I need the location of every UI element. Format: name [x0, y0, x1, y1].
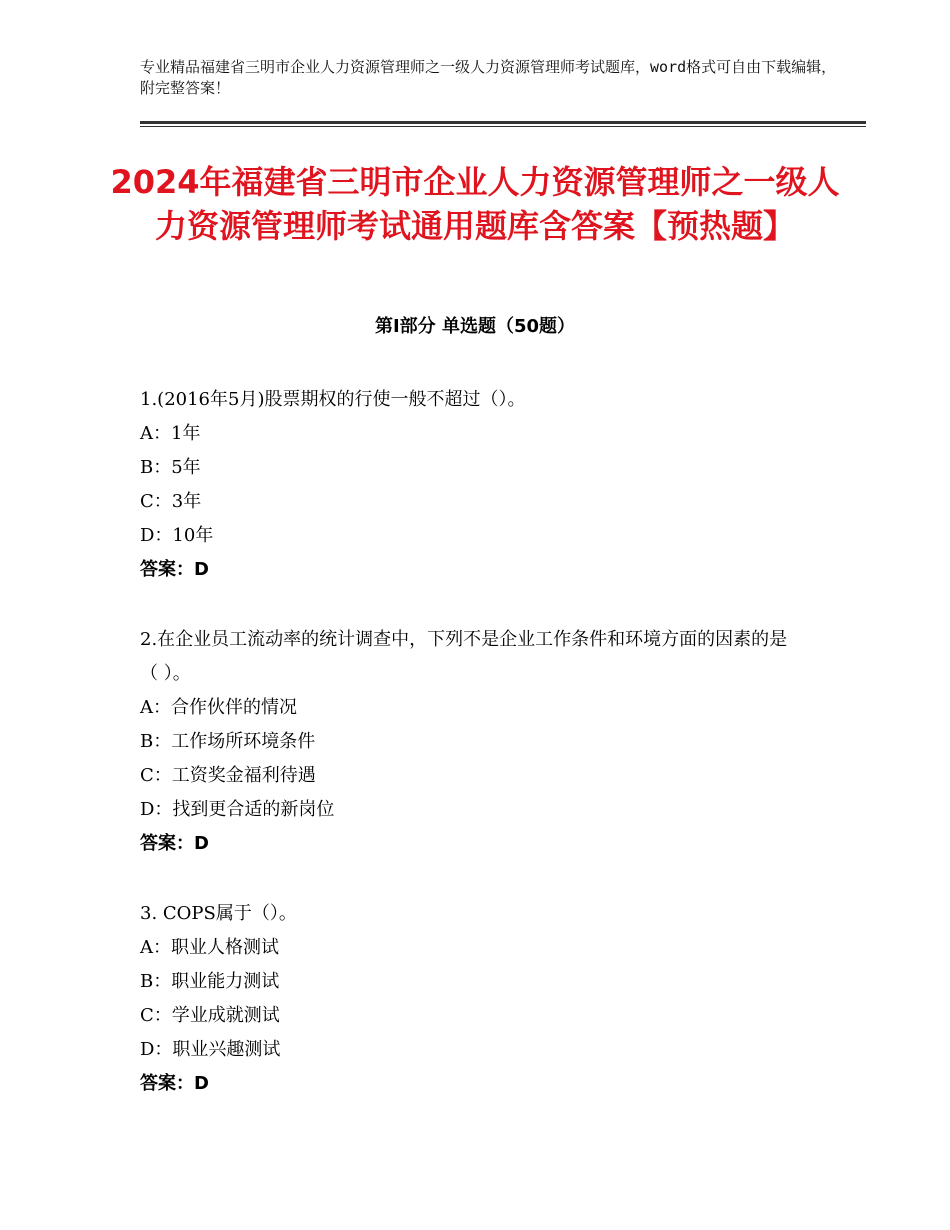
header-rule-thick [140, 121, 866, 124]
question-stem: 2.在企业员工流动率的统计调查中，下列不是企业工作条件和环境方面的因素的是（ ）。 [140, 629, 788, 684]
option-c: C：学业成就测试 [140, 1005, 280, 1026]
question-1 [140, 383, 820, 587]
header-note: 专业精品福建省三明市企业人力资源管理师之一级人力资源管理师考试题库，word格式可自由下载编辑，附完整答案！ [140, 58, 837, 97]
option-b: B：职业能力测试 [140, 971, 280, 992]
option-a: A：合作伙伴的情况 [140, 697, 297, 718]
option-a: A：职业人格测试 [140, 937, 279, 958]
document-title: 2024年福建省三明市企业人力资源管理师之一级人力资源管理师考试通用题库含答案【预热题】 [110, 163, 840, 245]
option-b: B：5年 [140, 457, 201, 478]
option-d: D：10年 [140, 525, 214, 546]
option-d: D：找到更合适的新岗位 [140, 799, 335, 820]
option-b: B：工作场所环境条件 [140, 731, 316, 752]
question-stem: 3. COPS属于（）。 [140, 903, 297, 924]
option-a: A：1年 [140, 423, 201, 444]
answer-line: 答案：D [140, 559, 209, 580]
section-title: 第Ⅰ部分 单选题（50题） [374, 316, 575, 337]
question-list [140, 383, 820, 1137]
option-c: C：3年 [140, 491, 202, 512]
question-2 [140, 623, 820, 861]
question-3 [140, 897, 820, 1101]
option-c: C：工资奖金福利待遇 [140, 765, 316, 786]
question-stem: 1.(2016年5月)股票期权的行使一般不超过（）。 [140, 389, 526, 410]
header-rule-thin [140, 126, 866, 127]
option-d: D：职业兴趣测试 [140, 1039, 281, 1060]
answer-line: 答案：D [140, 833, 209, 854]
answer-line: 答案：D [140, 1073, 209, 1094]
